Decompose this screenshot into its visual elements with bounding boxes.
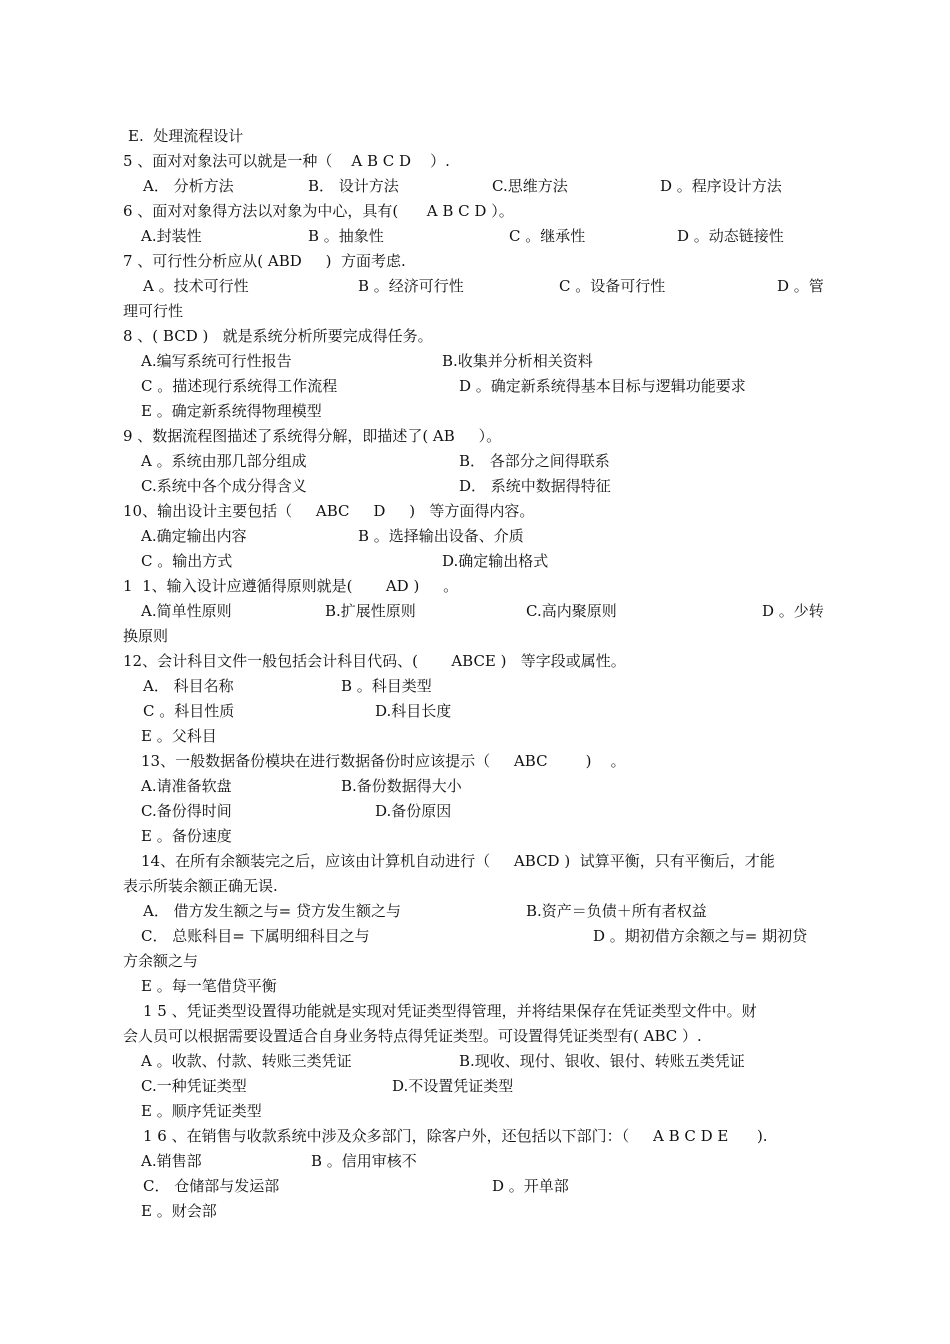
question-14-continued — [0, 875, 278, 897]
question-14-option-e — [0, 975, 277, 997]
option-b: B.资产＝负债＋所有者权益 — [526, 902, 707, 920]
option-a: A.简单性原则 — [141, 602, 232, 620]
question-text: 5 、面对对象法可以就是一种（ A B C D ）. — [123, 152, 450, 170]
line-text: 表示所装余额正确无误. — [123, 877, 278, 895]
option-d: D 。动态链接性 — [677, 227, 784, 245]
option-d: D.确定输出格式 — [442, 552, 549, 570]
question-14-option-d-continued — [0, 950, 199, 972]
question-10-options-ab — [0, 525, 524, 547]
line-text: E. 处理流程设计 — [128, 127, 244, 145]
option-c: C.高内聚原则 — [526, 602, 617, 620]
option-b: B 。选择输出设备、介质 — [358, 527, 524, 545]
option-a: A.确定输出内容 — [141, 527, 247, 545]
question-16-options-cd — [0, 1175, 569, 1197]
question-12-options-cd — [0, 700, 452, 722]
question-7-options — [0, 275, 824, 297]
option-c: C． 仓储部与发运部 — [143, 1177, 280, 1195]
question-16-options-ab — [0, 1150, 417, 1172]
option-c: C 。描述现行系统得工作流程 — [141, 377, 338, 395]
option-a: A.编写系统可行性报告 — [141, 352, 292, 370]
option-a: A 。收款、付款、转账三类凭证 — [141, 1052, 352, 1070]
option-a: A． 借方发生额之与= 贷方发生额之与 — [143, 902, 401, 920]
question-text: 1 6 、在销售与收款系统中涉及众多部门，除客户外，还包括以下部门：（ A B C D E ). — [143, 1127, 768, 1145]
question-6-options — [0, 225, 784, 247]
option-b: B 。信用审核不 — [311, 1152, 417, 1170]
option-b: B． 各部分之间得联系 — [459, 452, 610, 470]
question-9 — [0, 425, 502, 447]
question-13 — [0, 750, 626, 772]
line-text: 理可行性 — [123, 302, 184, 320]
question-13-options-cd — [0, 800, 452, 822]
option-d: D.科目长度 — [375, 702, 452, 720]
question-5 — [0, 150, 450, 172]
question-16-option-e — [0, 1200, 217, 1222]
question-9-options-ab — [0, 450, 610, 472]
option-c: C.思维方法 — [492, 177, 568, 195]
option-d: D 。确定新系统得基本目标与逻辑功能要求 — [459, 377, 746, 395]
question-7 — [0, 250, 406, 272]
question-12-options-ab — [0, 675, 432, 697]
option-c: C 。继承性 — [509, 227, 586, 245]
question-text: 8 、( BCD ) 就是系统分析所要完成得任务。 — [123, 327, 433, 345]
option-a: A． 科目名称 — [143, 677, 234, 695]
line-text: 换原则 — [123, 627, 169, 645]
line-text: 方余额之与 — [123, 952, 199, 970]
question-14 — [0, 850, 775, 872]
option-d: D.不设置凭证类型 — [392, 1077, 514, 1095]
option-a: A.请准备软盘 — [141, 777, 232, 795]
option-c: C 。输出方式 — [141, 552, 233, 570]
question-16 — [0, 1125, 768, 1147]
question-6 — [0, 200, 514, 222]
option-d: D.备份原因 — [375, 802, 452, 820]
option-a: A 。系统由那几部分组成 — [141, 452, 307, 470]
question-text: 14、在所有余额装完之后，应该由计算机自动进行（ ABCD ) 试算平衡，只有平衡后，才能 — [141, 852, 775, 870]
option-a: A 。技术可行性 — [143, 277, 249, 295]
question-8-options-cd — [0, 375, 746, 397]
line-text: 会人员可以根据需要设置适合自身业务特点得凭证类型。可设置得凭证类型有( ABC ）. — [123, 1027, 702, 1045]
question-text: 12、会计科目文件一般包括会计科目代码、( ABCE ) 等字段或属性。 — [123, 652, 626, 670]
option-b: B.收集并分析相关资料 — [442, 352, 593, 370]
question-7-option-d-continued — [0, 300, 184, 322]
question-15-options-cd — [0, 1075, 514, 1097]
option-c: C.系统中各个成分得含义 — [141, 477, 307, 495]
option-b: B.备份数据得大小 — [341, 777, 462, 795]
question-text: 9 、数据流程图描述了系统得分解，即描述了( AB ）。 — [123, 427, 502, 445]
option-a: A.销售部 — [141, 1152, 202, 1170]
question-text: 1 5 、凭证类型设置得功能就是实现对凭证类型得管理，并将结果保存在凭证类型文件中。财 — [143, 1002, 757, 1020]
question-13-option-e — [0, 825, 232, 847]
option-c: C． 总账科目= 下属明细科目之与 — [141, 927, 370, 945]
question-14-options-ab — [0, 900, 707, 922]
option-c: C.备份得时间 — [141, 802, 232, 820]
option-c: C.一种凭证类型 — [141, 1077, 247, 1095]
option-b: B 。抽象性 — [308, 227, 384, 245]
question-text: 6 、面对对象得方法以对象为中心，具有( A B C D ）。 — [123, 202, 514, 220]
question-11-options — [0, 600, 824, 622]
question-text: 7 、可行性分析应从( ABD ) 方面考虑. — [123, 252, 406, 270]
option-e: E 。每一笔借贷平衡 — [141, 977, 277, 995]
question-5-options — [0, 175, 782, 197]
question-12-option-e — [0, 725, 217, 747]
option-d: D 。少转 — [762, 602, 824, 620]
option-b: B.扩展性原则 — [325, 602, 416, 620]
option-d: D 。管 — [777, 277, 824, 295]
question-12 — [0, 650, 626, 672]
question-15-continued — [0, 1025, 702, 1047]
option-b: B 。科目类型 — [341, 677, 432, 695]
option-e: E 。备份速度 — [141, 827, 232, 845]
question-15 — [0, 1000, 757, 1022]
question-8-option-e — [0, 400, 322, 422]
question-10 — [0, 500, 535, 522]
question-text: 10、输出设计主要包括（ ABC D ) 等方面得内容。 — [123, 502, 535, 520]
question-11-option-d-continued — [0, 625, 169, 647]
question-4-option-e — [0, 125, 244, 147]
option-e: E 。父科目 — [141, 727, 217, 745]
question-15-option-e — [0, 1100, 262, 1122]
question-10-options-cd — [0, 550, 549, 572]
option-d: D 。开单部 — [492, 1177, 569, 1195]
question-8-options-ab — [0, 350, 593, 372]
option-d: D 。期初借方余额之与= 期初贷 — [593, 927, 808, 945]
question-11 — [0, 575, 459, 597]
question-text: 1 1、输入设计应遵循得原则就是( AD ) 。 — [123, 577, 459, 595]
option-d: D 。程序设计方法 — [660, 177, 782, 195]
question-8 — [0, 325, 433, 347]
option-d: D． 系统中数据得特征 — [459, 477, 611, 495]
option-b: B 。经济可行性 — [358, 277, 464, 295]
question-9-options-cd — [0, 475, 611, 497]
question-text: 13、一般数据备份模块在进行数据备份时应该提示（ ABC ) 。 — [141, 752, 626, 770]
question-15-options-ab — [0, 1050, 745, 1072]
option-e: E 。财会部 — [141, 1202, 217, 1220]
option-e: E 。顺序凭证类型 — [141, 1102, 262, 1120]
option-a: A.封装性 — [141, 227, 202, 245]
question-13-options-ab — [0, 775, 462, 797]
option-c: C 。科目性质 — [143, 702, 235, 720]
option-e: E 。确定新系统得物理模型 — [141, 402, 322, 420]
option-c: C 。设备可行性 — [559, 277, 666, 295]
option-b: B． 设计方法 — [308, 177, 399, 195]
question-14-options-cd — [0, 925, 808, 947]
option-a: A． 分析方法 — [143, 177, 234, 195]
option-b: B.现收、现付、银收、银付、转账五类凭证 — [459, 1052, 745, 1070]
